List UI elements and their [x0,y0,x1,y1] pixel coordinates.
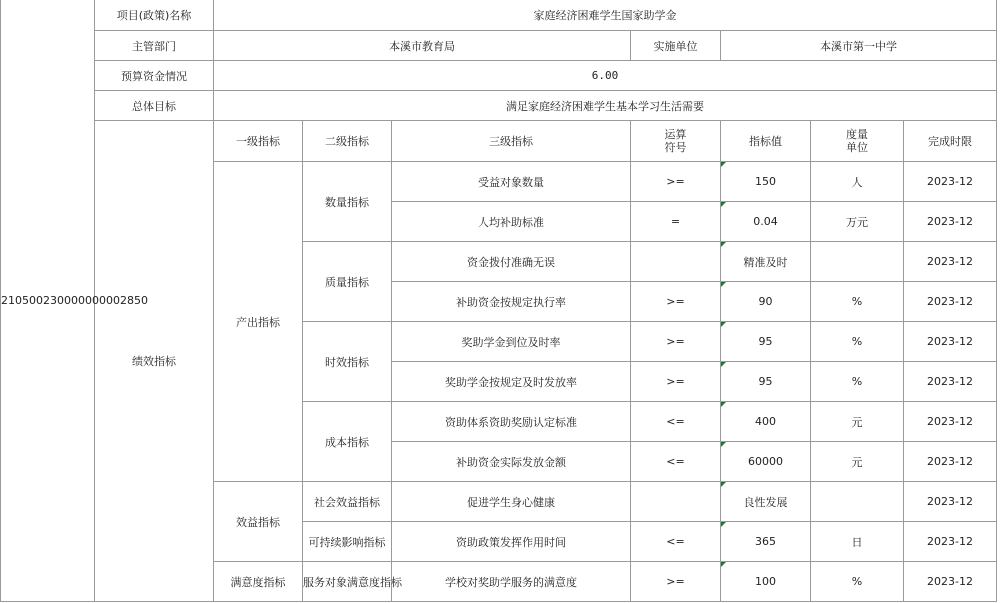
row-5-deadline[interactable]: 2023-12 [904,362,997,402]
row-7-name[interactable]: 补助资金实际发放金额 [392,442,631,482]
row-1-unit[interactable]: 万元 [811,202,904,242]
group-cost[interactable]: 成本指标 [303,402,392,482]
header-value[interactable]: 指标值 [721,121,811,162]
row-1-name[interactable]: 人均补助标准 [392,202,631,242]
impl-value[interactable]: 本溪市第一中学 [721,31,997,61]
row-5-value[interactable]: 95 [721,362,811,402]
row-10-name[interactable]: 学校对奖助学服务的满意度 [392,562,631,602]
project-name-label[interactable]: 项目(政策)名称 [95,0,214,31]
project-name-value[interactable]: 家庭经济困难学生国家助学金 [214,0,997,31]
row-0-unit[interactable]: 人 [811,162,904,202]
row-6-op[interactable]: <= [631,402,721,442]
row-4-name[interactable]: 奖助学金到位及时率 [392,322,631,362]
header-deadline[interactable]: 完成时限 [904,121,997,162]
header-l1[interactable]: 一级指标 [214,121,303,162]
row-2-name[interactable]: 资金拨付准确无误 [392,242,631,282]
row-5-name[interactable]: 奖助学金按规定及时发放率 [392,362,631,402]
perf-label[interactable]: 绩效指标 [95,121,214,602]
group-output[interactable]: 产出指标 [214,162,303,482]
group-quantity[interactable]: 数量指标 [303,162,392,242]
row-1-op[interactable]: = [631,202,721,242]
row-0-value[interactable]: 150 [721,162,811,202]
header-op[interactable] [631,121,721,162]
row-6-name[interactable]: 资助体系资助奖励认定标准 [392,402,631,442]
row-8-name[interactable]: 促进学生身心健康 [392,482,631,522]
row-9-op[interactable]: <= [631,522,721,562]
group-satisfaction[interactable]: 满意度指标 [214,562,303,602]
row-5-op[interactable]: >= [631,362,721,402]
row-0-op[interactable]: >= [631,162,721,202]
group-social[interactable]: 社会效益指标 [303,482,392,522]
row-10-deadline[interactable]: 2023-12 [904,562,997,602]
row-4-op[interactable]: >= [631,322,721,362]
row-9-deadline[interactable]: 2023-12 [904,522,997,562]
row-7-value[interactable]: 60000 [721,442,811,482]
row-3-name[interactable]: 补助资金按规定执行率 [392,282,631,322]
header-l3[interactable]: 三级指标 [392,121,631,162]
impl-label[interactable]: 实施单位 [631,31,721,61]
row-3-deadline[interactable]: 2023-12 [904,282,997,322]
group-sustain[interactable]: 可持续影响指标 [303,522,392,562]
row-10-op[interactable]: >= [631,562,721,602]
row-8-unit[interactable] [811,482,904,522]
row-0-deadline[interactable]: 2023-12 [904,162,997,202]
group-timeliness[interactable]: 时效指标 [303,322,392,402]
budget-value[interactable]: 6.00 [214,61,997,91]
row-0-name[interactable]: 受益对象数量 [392,162,631,202]
header-unit-text: 度量单位 [846,128,868,154]
row-7-op[interactable]: <= [631,442,721,482]
row-8-value[interactable]: 良性发展 [721,482,811,522]
row-8-op[interactable] [631,482,721,522]
header-op-text: 运算符号 [664,128,687,154]
row-9-value[interactable]: 365 [721,522,811,562]
row-2-deadline[interactable]: 2023-12 [904,242,997,282]
dept-value[interactable]: 本溪市教育局 [214,31,631,61]
row-9-name[interactable]: 资助政策发挥作用时间 [392,522,631,562]
project-code-cell[interactable] [1,0,148,602]
row-4-deadline[interactable]: 2023-12 [904,322,997,362]
row-2-unit[interactable] [811,242,904,282]
dept-label[interactable]: 主管部门 [95,31,214,61]
row-4-unit[interactable]: % [811,322,904,362]
goal-label[interactable]: 总体目标 [95,91,214,121]
row-1-deadline[interactable]: 2023-12 [904,202,997,242]
row-6-unit[interactable]: 元 [811,402,904,442]
row-2-op[interactable] [631,242,721,282]
header-l2[interactable]: 二级指标 [303,121,392,162]
budget-label[interactable]: 预算资金情况 [95,61,214,91]
row-7-deadline[interactable]: 2023-12 [904,442,997,482]
group-benefit[interactable]: 效益指标 [214,482,303,562]
row-3-value[interactable]: 90 [721,282,811,322]
row-2-value[interactable]: 精准及时 [721,242,811,282]
group-service-sat: 服务对象满意度指标 [303,575,402,589]
row-8-deadline[interactable]: 2023-12 [904,482,997,522]
row-7-unit[interactable]: 元 [811,442,904,482]
row-1-value[interactable]: 0.04 [721,202,811,242]
goal-value[interactable]: 满足家庭经济困难学生基本学习生活需要 [214,91,997,121]
group-service-sat-cell[interactable] [303,562,402,602]
row-6-value[interactable]: 400 [721,402,811,442]
row-3-unit[interactable]: % [811,282,904,322]
row-6-deadline[interactable]: 2023-12 [904,402,997,442]
row-10-unit[interactable]: % [811,562,904,602]
row-10-value[interactable]: 100 [721,562,811,602]
project-code: 210500230000000002850 [1,293,148,307]
row-5-unit[interactable]: % [811,362,904,402]
row-9-unit[interactable]: 日 [811,522,904,562]
row-4-value[interactable]: 95 [721,322,811,362]
group-quality[interactable]: 质量指标 [303,242,392,322]
header-unit[interactable] [811,121,904,162]
row-3-op[interactable]: >= [631,282,721,322]
